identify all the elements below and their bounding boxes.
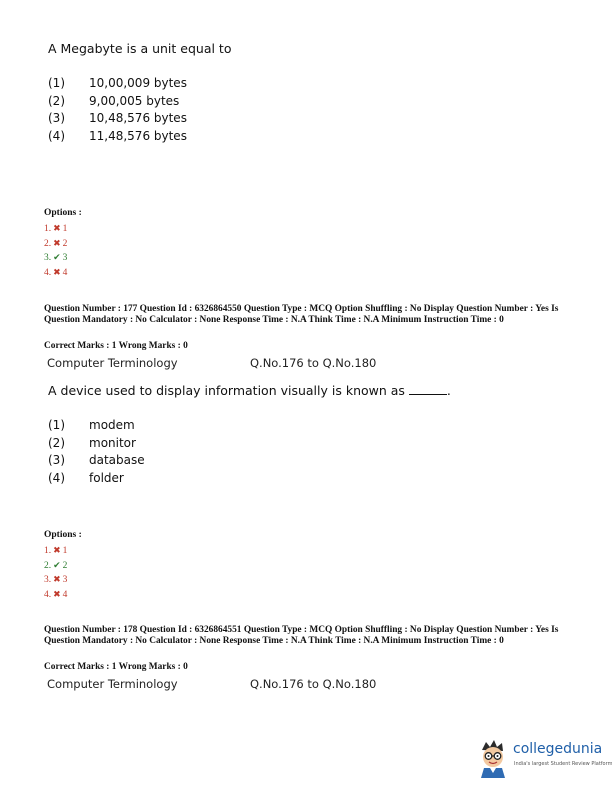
logo-wordmark: collegedunia bbox=[513, 741, 603, 757]
choice-number: (3) bbox=[48, 111, 65, 125]
choice-text: 11,48,576 bytes bbox=[89, 128, 187, 143]
answer-option bbox=[44, 265, 82, 280]
answer-option bbox=[44, 221, 82, 236]
question-178-range: Q.No.176 to Q.No.180 bbox=[250, 677, 377, 691]
choice-row bbox=[48, 110, 187, 128]
choice-row bbox=[48, 470, 145, 488]
choice-number: (1) bbox=[48, 418, 65, 432]
options-label: Options : bbox=[44, 530, 82, 540]
choice-number: (3) bbox=[48, 453, 65, 467]
answer-option bbox=[44, 587, 82, 602]
choice-row bbox=[48, 435, 145, 453]
cross-mark-icon: ✖ bbox=[53, 237, 61, 248]
answer-value: 4 bbox=[62, 267, 68, 278]
answer-option bbox=[44, 236, 82, 251]
answer-value: 1 bbox=[62, 224, 68, 234]
choice-text: 9,00,005 bytes bbox=[89, 93, 180, 108]
answer-value: 3 bbox=[62, 575, 68, 585]
cross-mark-icon: ✖ bbox=[53, 545, 61, 555]
choice-row bbox=[48, 93, 187, 111]
question-177-stem-end: . bbox=[446, 383, 451, 398]
answer-value: 2 bbox=[62, 238, 68, 249]
choice-text: modem bbox=[89, 418, 135, 432]
choice-text: monitor bbox=[89, 435, 136, 450]
answer-value: 1 bbox=[62, 546, 68, 556]
question-176-choices bbox=[48, 75, 187, 145]
answer-option bbox=[44, 543, 82, 558]
question-177-stem: A device used to display information visually is known as bbox=[48, 383, 405, 398]
answer-prefix: 2. bbox=[44, 560, 52, 571]
logo-tagline: India's largest Student Review Platform bbox=[514, 761, 612, 767]
question-177-section: Computer Terminology bbox=[47, 356, 178, 370]
answer-blank bbox=[409, 384, 447, 395]
question-178-metadata: Question Number : 178 Question Id : 6326864551 Question Type : MCQ Option Shuffling : No Display Question Number : Yes Is Question Mandatory : No Calculator : None Response Time : N.A Think Time : N.A Minimum Instruction Time : 0 bbox=[44, 625, 559, 646]
choice-text: database bbox=[89, 453, 145, 467]
cross-mark-icon: ✖ bbox=[53, 574, 61, 584]
answer-option bbox=[44, 572, 82, 587]
answer-option bbox=[44, 558, 82, 573]
question-177-range: Q.No.176 to Q.No.180 bbox=[250, 356, 377, 370]
question-177-answer-options bbox=[44, 527, 82, 601]
answer-prefix: 3. bbox=[44, 253, 52, 263]
question-177-text bbox=[48, 383, 451, 398]
choice-text: 10,00,009 bytes bbox=[89, 76, 187, 90]
answer-value: 3 bbox=[62, 253, 68, 263]
choice-number: (2) bbox=[48, 93, 65, 108]
choice-row bbox=[48, 452, 145, 470]
choice-text: 10,48,576 bytes bbox=[89, 111, 187, 125]
question-176-text: A Megabyte is a unit equal to bbox=[48, 41, 232, 56]
cross-mark-icon: ✖ bbox=[53, 266, 61, 277]
question-177-marks: Correct Marks : 1 Wrong Marks : 0 bbox=[44, 341, 188, 351]
question-176-answer-options bbox=[44, 205, 82, 279]
answer-value: 4 bbox=[62, 589, 68, 600]
choice-row bbox=[48, 417, 145, 435]
answer-prefix: 3. bbox=[44, 575, 52, 585]
answer-option bbox=[44, 250, 82, 265]
answer-prefix: 4. bbox=[44, 267, 52, 278]
cross-mark-icon: ✖ bbox=[53, 223, 61, 233]
answer-value: 2 bbox=[62, 560, 68, 571]
check-mark-icon: ✔ bbox=[53, 252, 61, 262]
choice-text: folder bbox=[89, 470, 124, 485]
choice-row bbox=[48, 128, 187, 146]
answer-prefix: 1. bbox=[44, 224, 52, 234]
question-177-choices bbox=[48, 417, 145, 487]
answer-prefix: 4. bbox=[44, 589, 52, 600]
question-178-section: Computer Terminology bbox=[47, 677, 178, 691]
question-177-metadata: Question Number : 177 Question Id : 6326864550 Question Type : MCQ Option Shuffling : No Display Question Number : Yes Is Question Mandatory : No Calculator : None Response Time : N.A Think Time : N.A Minimum Instruction Time : 0 bbox=[44, 304, 559, 325]
student-mascot-icon bbox=[476, 738, 510, 778]
check-mark-icon: ✔ bbox=[53, 559, 61, 570]
collegedunia-logo bbox=[476, 738, 612, 782]
choice-number: (1) bbox=[48, 76, 65, 90]
options-label: Options : bbox=[44, 208, 82, 218]
choice-number: (4) bbox=[48, 470, 65, 485]
choice-number: (2) bbox=[48, 435, 65, 450]
answer-prefix: 1. bbox=[44, 546, 52, 556]
choice-row bbox=[48, 75, 187, 93]
cross-mark-icon: ✖ bbox=[53, 588, 61, 599]
answer-prefix: 2. bbox=[44, 238, 52, 249]
question-178-marks: Correct Marks : 1 Wrong Marks : 0 bbox=[44, 662, 188, 672]
choice-number: (4) bbox=[48, 128, 65, 143]
